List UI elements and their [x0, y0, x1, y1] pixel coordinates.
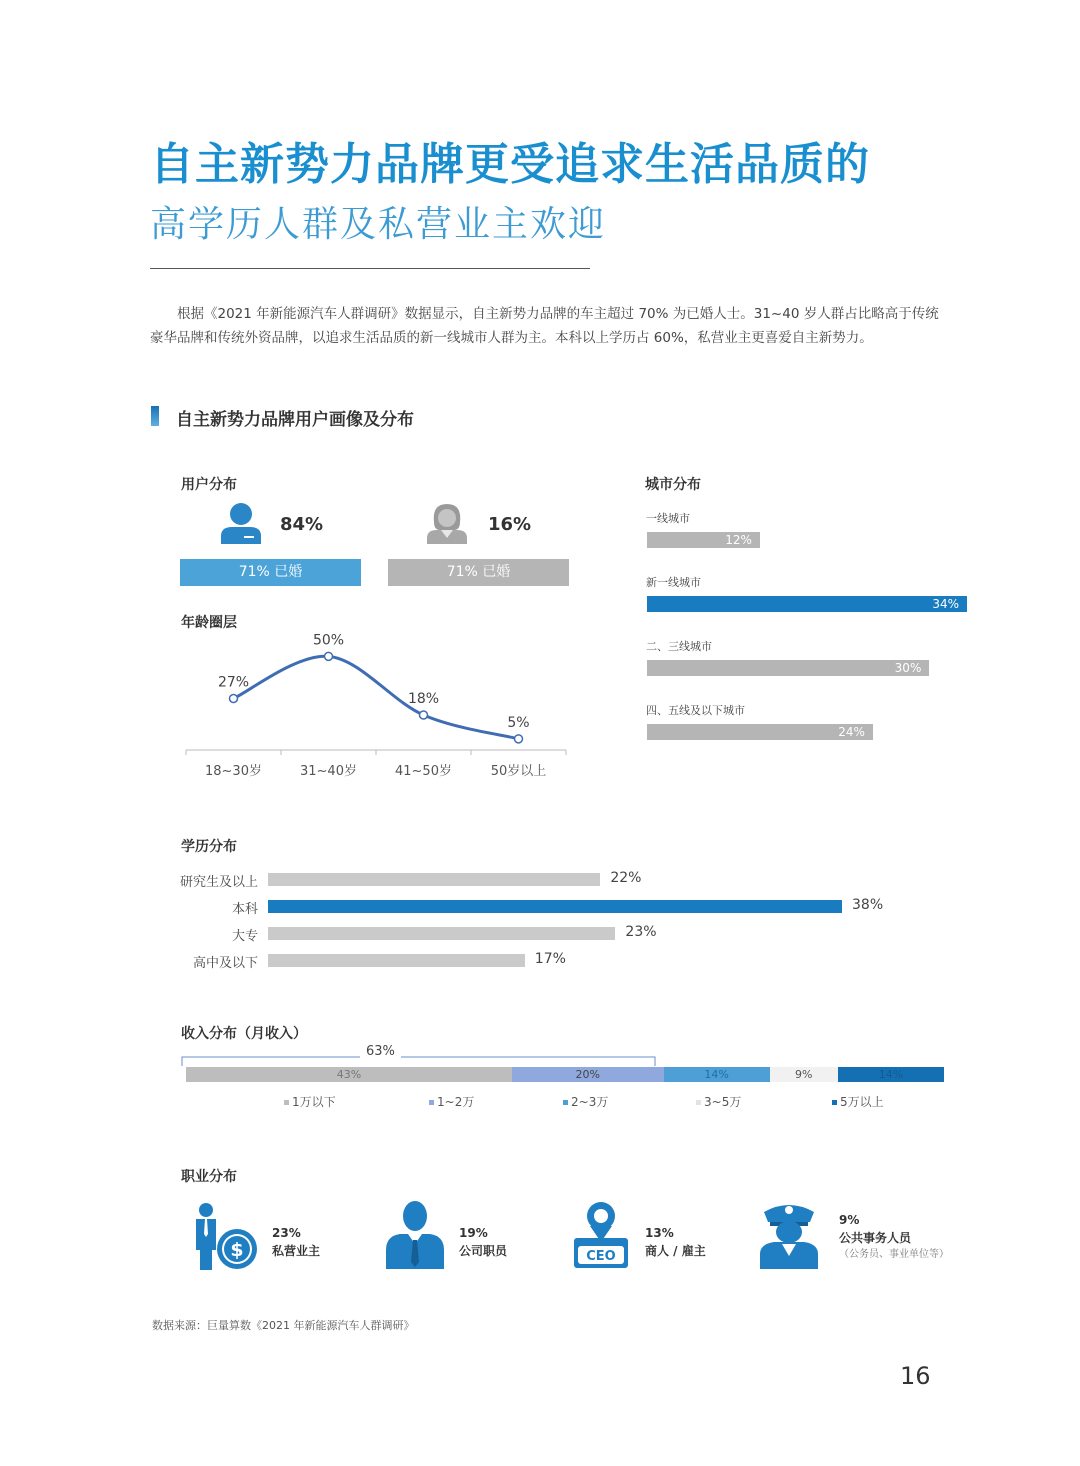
income-legend-item [563, 1093, 608, 1110]
city-category-label: 一线城市 [646, 512, 690, 525]
female-pct: 16% [488, 514, 532, 535]
education-value-label: 22% [610, 870, 642, 886]
page-subtitle: 高学历人群及私营业主欢迎 [150, 204, 607, 245]
education-category-label: 高中及以下 [192, 956, 258, 971]
occupation-name-3: 商人 / 雇主 [645, 1244, 706, 1258]
male-married-bar: 71% 已婚 [180, 559, 361, 586]
education-bar [268, 927, 615, 940]
page-title: 自主新势力品牌更受追求生活品质的 [150, 139, 870, 190]
page-number: 16 [900, 1362, 931, 1390]
income-legend-item [429, 1093, 474, 1110]
employee-icon [384, 1200, 446, 1270]
education-title: 学历分布 [181, 839, 237, 855]
income-bracket-label: 63% [360, 1044, 401, 1059]
section-title: 自主新势力品牌用户画像及分布 [176, 410, 414, 430]
income-legend-item [832, 1093, 884, 1110]
intro-paragraph: 根据《2021 年新能源汽车人群调研》数据显示，自主新势力品牌的车主超过 70% 为已婚人士。31~40 岁人群占比略高于传统豪华品牌和传统外资品牌，以追求生活品质的新一线城市人群为主。本科以上学历占 60%，私营业主更喜爱自主新势力。 [150, 306, 939, 346]
education-bar [268, 954, 525, 967]
income-legend-swatch [696, 1100, 701, 1105]
income-segment: 20% [512, 1067, 664, 1082]
education-bar-chart [158, 866, 918, 976]
svg-text:$: $ [230, 1239, 244, 1261]
city-bar: 34% [647, 596, 967, 612]
income-segment: 43% [186, 1067, 512, 1082]
data-source: 数据来源：巨量算数《2021 年新能源汽车人群调研》 [152, 1319, 415, 1332]
business-owner-icon [192, 1202, 260, 1272]
occupation-name-4: 公共事务人员 [839, 1231, 912, 1245]
income-segment: 9% [770, 1067, 838, 1082]
income-legend-label: 5万以上 [840, 1095, 884, 1109]
city-title: 城市分布 [645, 477, 701, 493]
age-tick-label: 41~50岁 [395, 764, 452, 779]
city-bar: 24% [647, 724, 873, 740]
age-point [325, 652, 333, 660]
city-bar: 30% [647, 660, 929, 676]
occupation-name-2: 公司职员 [459, 1244, 508, 1258]
male-user-icon [218, 500, 264, 546]
age-series-line [234, 656, 519, 739]
title-divider [150, 268, 590, 269]
male-pct: 84% [280, 514, 324, 535]
education-bar [268, 873, 600, 886]
female-married-bar: 71% 已婚 [388, 559, 569, 586]
income-segment: 14% [838, 1067, 944, 1082]
age-data-label: 18% [407, 691, 440, 707]
city-category-label: 新一线城市 [646, 576, 701, 589]
ceo-icon [572, 1200, 630, 1270]
age-tick-label: 50岁以上 [490, 764, 547, 779]
income-legend-label: 1万以下 [292, 1095, 336, 1109]
age-tick-label: 18~30岁 [205, 764, 262, 779]
education-bar [268, 900, 842, 913]
occupation-pct-4: 9% [839, 1213, 860, 1227]
income-title: 收入分布（月收入） [181, 1026, 307, 1042]
female-user-icon [424, 500, 470, 546]
user-dist-title: 用户分布 [181, 477, 237, 493]
income-stacked-bar [186, 1067, 944, 1117]
income-legend-swatch [429, 1100, 434, 1105]
age-data-label: 50% [312, 632, 345, 649]
occupation-pct-3: 13% [645, 1226, 674, 1240]
city-bar: 12% [647, 532, 760, 548]
education-value-label: 38% [852, 897, 884, 913]
income-legend-label: 2~3万 [571, 1095, 609, 1109]
income-legend-label: 3~5万 [704, 1095, 742, 1109]
occupation-pct-2: 19% [459, 1226, 488, 1240]
occupation-pct-1: 23% [272, 1226, 301, 1240]
education-category-label: 本科 [231, 902, 258, 917]
income-legend-item [284, 1093, 336, 1110]
age-tick-label: 31~40岁 [300, 764, 357, 779]
income-legend-swatch [284, 1100, 289, 1105]
occupation-note-4: （公务员、事业单位等） [839, 1249, 949, 1260]
city-bar-chart [646, 510, 986, 760]
age-title: 年龄圈层 [181, 615, 237, 631]
income-legend-label: 1~2万 [437, 1095, 475, 1109]
ceo-text: CEO [586, 1249, 616, 1264]
income-legend-item [696, 1093, 741, 1110]
education-value-label: 17% [534, 951, 566, 967]
occupation-title: 职业分布 [181, 1169, 237, 1185]
age-point [230, 695, 238, 703]
education-category-label: 大专 [231, 929, 258, 944]
age-data-label: 5% [507, 714, 530, 731]
age-line-chart [180, 620, 580, 790]
occupation-name-1: 私营业主 [272, 1244, 321, 1258]
income-segment: 14% [664, 1067, 770, 1082]
income-bracket [181, 1053, 661, 1067]
section-marker [151, 406, 159, 426]
education-category-label: 研究生及以上 [179, 875, 258, 890]
city-category-label: 四、五线及以下城市 [646, 704, 745, 717]
age-data-label: 27% [217, 674, 250, 691]
civil-servant-icon [758, 1198, 820, 1270]
income-legend-swatch [563, 1100, 568, 1105]
city-category-label: 二、三线城市 [646, 640, 712, 653]
age-point [515, 735, 523, 743]
income-legend-swatch [832, 1100, 837, 1105]
age-point [420, 711, 428, 719]
education-value-label: 23% [625, 924, 657, 940]
